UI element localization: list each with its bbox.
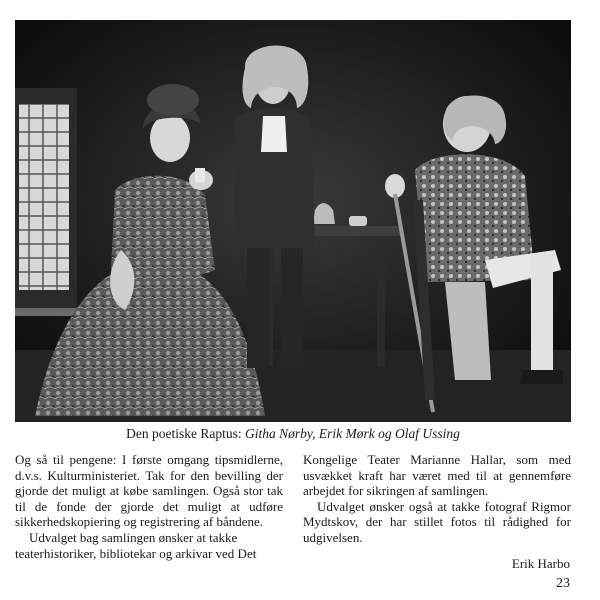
left-text-column: [15, 452, 283, 561]
caption-title: Den poetiske Raptus:: [126, 426, 242, 441]
stage-scene-illustration: [15, 20, 571, 422]
paragraph: Og så til pengene: I første omgang tipsmidlerne, d.v.s. Kulturministeriet. Tak for den bevilling der gjorde det muligt at købe samlingen. Også stor tak til de fonde der gjorde det muligt at udføre sikkerhedskopiering og registrering af båndene.: [15, 452, 283, 530]
right-text-column: [303, 452, 571, 546]
paragraph: Udvalget bag samlingen ønsker at takke teaterhistoriker, bibliotekar og arkivar ved Det: [15, 529, 257, 561]
photo-caption: [15, 426, 571, 442]
paragraph: Kongelige Teater Marianne Hallar, som med usvækket kraft har været med til at gennemføre arbejdet for sikringen af samlingen.: [303, 452, 571, 499]
paragraph: Udvalget ønsker også at takke fotograf Rigmor Mydtskov, der har stillet fotos til rådighed for udgivelsen.: [303, 498, 571, 545]
stage-photograph: [15, 20, 571, 422]
author-signature: Erik Harbo: [511, 556, 570, 571]
caption-credits: Githa Nørby, Erik Mørk og Olaf Ussing: [244, 426, 460, 441]
window: [15, 88, 81, 316]
page-number: 23: [556, 576, 570, 591]
